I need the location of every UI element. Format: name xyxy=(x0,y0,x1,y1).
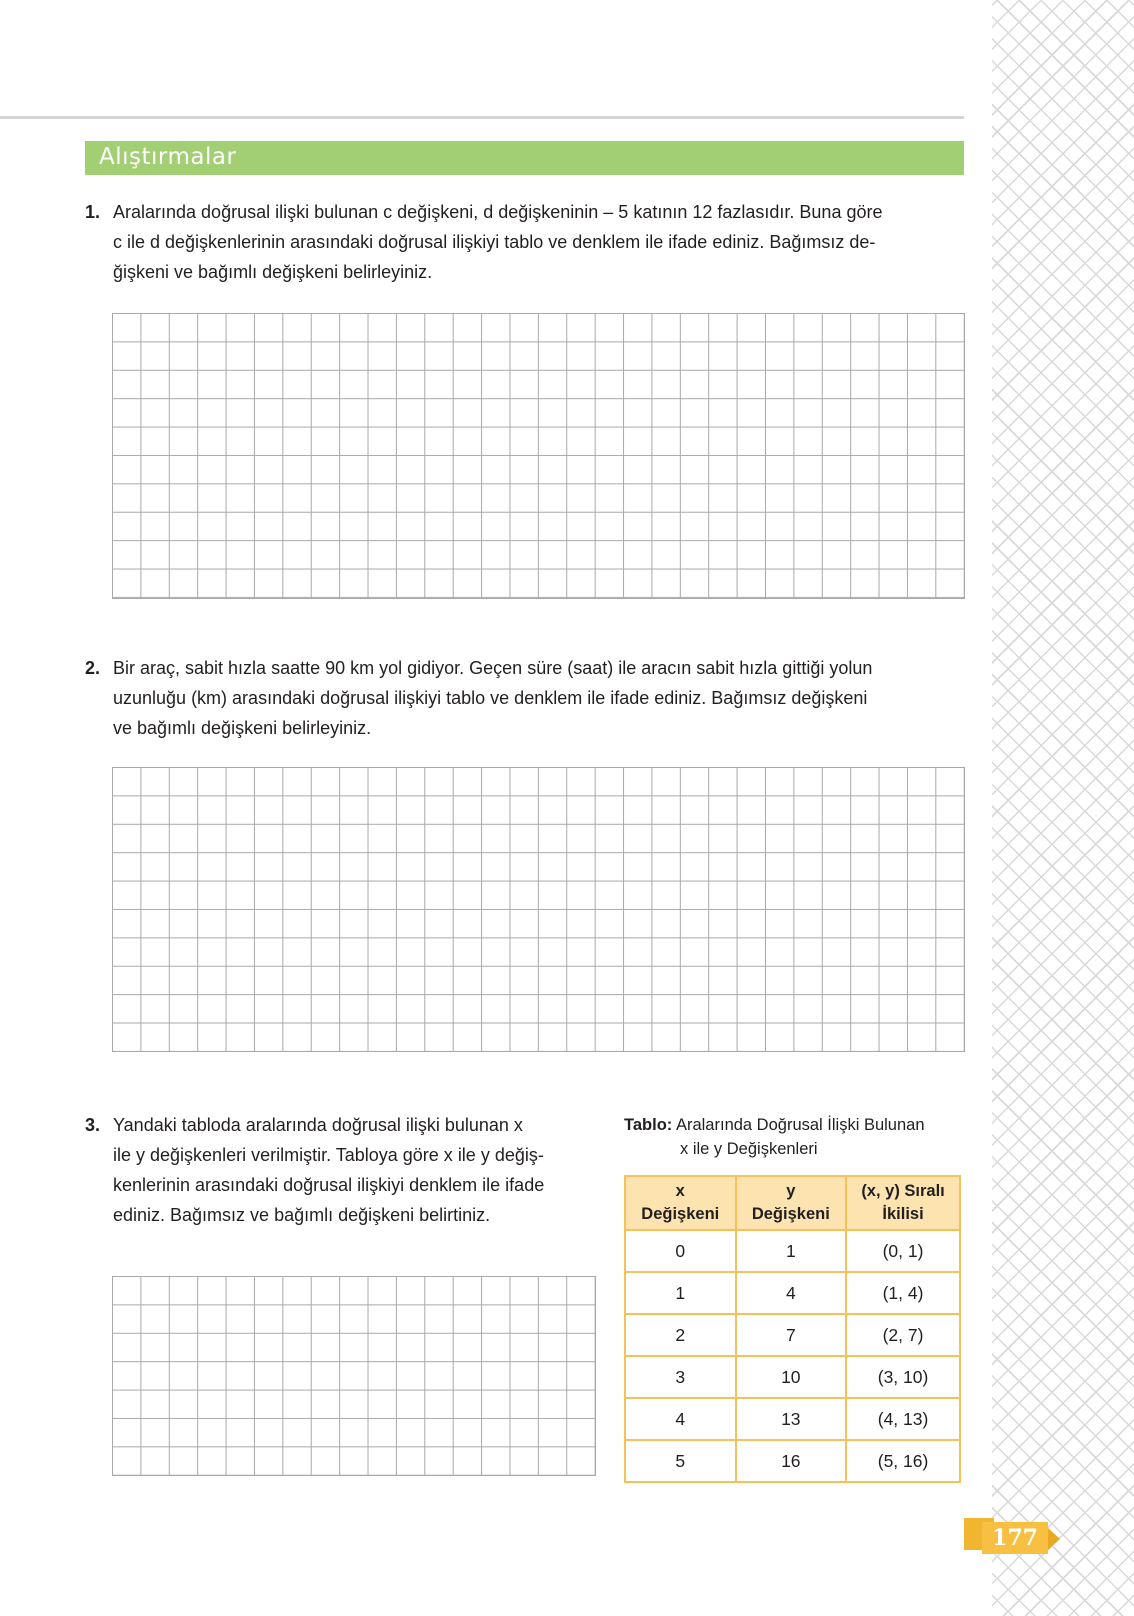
header-y: y Değişkeni xyxy=(736,1176,847,1230)
table-row xyxy=(625,1314,960,1356)
cell-y: 7 xyxy=(736,1314,847,1356)
question-line: Aralarında doğrusal ilişki bulunan c değişkeni, d değişkeninin – 5 katının 12 fazlasıdır. Buna göre xyxy=(113,202,883,222)
question-line: ediniz. Bağımsız ve bağımlı değişkeni belirtiniz. xyxy=(113,1205,491,1225)
margin-pattern xyxy=(992,0,1134,1616)
answer-grid-1[interactable] xyxy=(112,313,965,599)
cell-x: 1 xyxy=(625,1272,736,1314)
section-header xyxy=(85,141,964,175)
question-number: 3. xyxy=(85,1115,101,1135)
question-line: ve bağımlı değişkeni belirleyiniz. xyxy=(113,718,372,738)
cell-pair: (5, 16) xyxy=(846,1440,960,1482)
cell-x: 3 xyxy=(625,1356,736,1398)
question-number: 2. xyxy=(85,658,101,678)
caption-line-2: x ile y Değişkenleri xyxy=(680,1140,818,1158)
question-line: c ile d değişkenlerinin arasındaki doğrusal ilişkiyi tablo ve denklem ile ifade ediniz. Bağımsız de- xyxy=(113,232,876,252)
cell-x: 2 xyxy=(625,1314,736,1356)
cell-y: 1 xyxy=(736,1230,847,1272)
question-text xyxy=(113,653,964,743)
table-row xyxy=(625,1356,960,1398)
cell-x: 0 xyxy=(625,1230,736,1272)
table-row xyxy=(625,1230,960,1272)
table-row xyxy=(625,1272,960,1314)
cell-pair: (1, 4) xyxy=(846,1272,960,1314)
question-line: kenlerinin arasındaki doğrusal ilişkiyi denklem ile ifade xyxy=(113,1175,545,1195)
cell-x: 5 xyxy=(625,1440,736,1482)
cell-y: 13 xyxy=(736,1398,847,1440)
cell-pair: (0, 1) xyxy=(846,1230,960,1272)
table-row xyxy=(625,1398,960,1440)
answer-grid-3[interactable] xyxy=(112,1276,596,1476)
top-rule xyxy=(0,116,964,119)
question-line: ğişkeni ve bağımlı değişkeni belirleyiniz. xyxy=(113,262,433,282)
question-line: ile y değişkenleri verilmiştir. Tabloya göre x ile y değiş- xyxy=(113,1145,544,1165)
caption-label: Tablo: xyxy=(624,1116,673,1134)
question-text xyxy=(113,1110,603,1230)
cell-y: 10 xyxy=(736,1356,847,1398)
page-number-badge xyxy=(964,1518,1060,1554)
question-line: Bir araç, sabit hızla saatte 90 km yol gidiyor. Geçen süre (saat) ile aracın sabit hızla gittiği yolun xyxy=(113,658,873,678)
cell-pair: (2, 7) xyxy=(846,1314,960,1356)
header-pair: (x, y) Sıralı İkilisi xyxy=(846,1176,960,1230)
table-row xyxy=(625,1440,960,1482)
question-number: 1. xyxy=(85,202,101,222)
question-text xyxy=(113,197,964,287)
answer-grid-2[interactable] xyxy=(112,767,965,1052)
cell-y: 16 xyxy=(736,1440,847,1482)
header-x: x Değişkeni xyxy=(625,1176,736,1230)
cell-pair: (3, 10) xyxy=(846,1356,960,1398)
ribbon-tail xyxy=(1048,1528,1060,1550)
cell-pair: (4, 13) xyxy=(846,1398,960,1440)
table-header-row xyxy=(625,1176,960,1230)
page-number: 177 xyxy=(992,1525,1038,1551)
table-caption xyxy=(624,1113,925,1161)
cell-x: 4 xyxy=(625,1398,736,1440)
caption-line-1: Aralarında Doğrusal İlişki Bulunan xyxy=(675,1116,925,1134)
section-title: Alıştırmalar xyxy=(99,144,237,170)
cell-y: 4 xyxy=(736,1272,847,1314)
question-line: uzunluğu (km) arasındaki doğrusal ilişkiyi tablo ve denklem ile ifade ediniz. Bağımsız değişkeni xyxy=(113,688,868,708)
question-line: Yandaki tabloda aralarında doğrusal ilişki bulunan x xyxy=(113,1115,523,1135)
xy-table xyxy=(624,1175,961,1483)
